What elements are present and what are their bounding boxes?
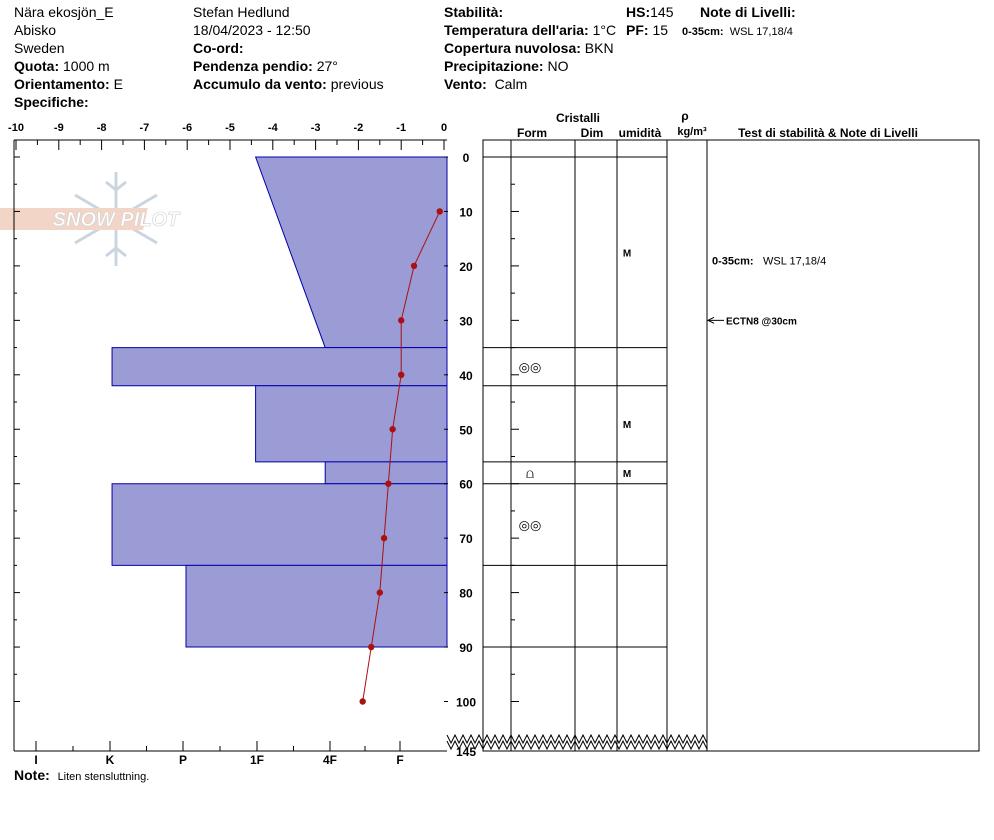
- hardness-layer-3: [325, 462, 447, 484]
- temp-tick-label: -6: [182, 122, 193, 134]
- hardness-tick-label: I: [34, 753, 38, 767]
- temp-tick-label: -2: [353, 122, 364, 134]
- depth-tick-label: 100: [455, 695, 477, 710]
- layer-note-text: WSL 17,18/4: [763, 255, 827, 268]
- temperature-point: [398, 372, 404, 378]
- layer-form-icon: ◎◎: [518, 517, 542, 533]
- accumulo-value: previous: [330, 76, 384, 92]
- density-unit-header: kg/m³: [677, 126, 707, 138]
- orientamento-label: Orientamento:: [14, 76, 110, 92]
- hardness-layer-0: [256, 157, 447, 348]
- accumulo-label: Accumulo da vento:: [193, 76, 327, 92]
- vento-value: Calm: [494, 76, 528, 92]
- umidita-header: umidità: [618, 126, 662, 140]
- hardness-tick-label: 1F: [249, 753, 265, 767]
- country: Sweden: [14, 40, 65, 56]
- layer-form-icon: ◎◎: [518, 359, 542, 375]
- depth-tick-label: 20: [459, 259, 473, 274]
- depth-bottom-label: 145: [455, 745, 477, 759]
- temp-tick-label: -4: [267, 122, 278, 134]
- copertura-label: Copertura nuvolosa:: [444, 40, 581, 56]
- hardness-tick-label: K: [105, 753, 115, 767]
- stabilita-label: Stabilità:: [444, 4, 504, 20]
- temp-tick-label: -10: [8, 122, 24, 134]
- temperature-point: [368, 644, 374, 650]
- orientamento-value: E: [113, 76, 123, 92]
- layer-moisture: M: [622, 248, 632, 260]
- pendenza-value: 27°: [316, 58, 338, 74]
- site-name: Nära ekosjön_E: [14, 4, 114, 20]
- footer-note-text: Liten stensluttning.: [57, 771, 150, 783]
- layer-table: [447, 140, 979, 751]
- depth-tick-label: 40: [459, 368, 473, 383]
- dim-header: Dim: [580, 126, 604, 140]
- note-livelli-entry-label: 0-35cm:: [682, 26, 724, 38]
- cristalli-header: Cristalli: [555, 111, 601, 125]
- layer-moisture: M: [622, 468, 632, 480]
- pendenza-label: Pendenza pendio:: [193, 58, 313, 74]
- region: Abisko: [14, 22, 57, 38]
- datetime: 18/04/2023 - 12:50: [193, 22, 311, 38]
- pf-value: 15: [652, 22, 669, 38]
- quota-label: Quota:: [14, 58, 60, 74]
- hardness-tick-label: 4F: [322, 753, 338, 767]
- temperature-point: [377, 589, 383, 595]
- hs-label: HS:: [626, 4, 651, 20]
- footer-note-label: Note:: [14, 767, 50, 783]
- temp-tick-label: -9: [53, 122, 64, 134]
- table-frame: [483, 140, 979, 751]
- depth-tick-label: 0: [462, 151, 470, 165]
- hardness-layer-4: [112, 484, 447, 566]
- snowpilot-logo: [0, 172, 181, 266]
- note-livelli-entry-text: WSL 17,18/4: [729, 26, 793, 38]
- copertura-value: BKN: [584, 40, 614, 56]
- specifiche-label: Specifiche:: [14, 94, 89, 110]
- hardness-tick-label: P: [178, 753, 188, 767]
- temp-tick-label: -3: [310, 122, 321, 134]
- temp-tick-label: -7: [139, 122, 150, 134]
- tests-header: Test di stabilità & Note di Livelli: [738, 126, 918, 140]
- footer-note: [14, 766, 149, 786]
- temp-tick-label: -8: [96, 122, 107, 134]
- temperature-point: [389, 426, 395, 432]
- layer-form-icon: ⩍: [525, 465, 535, 481]
- hardness-layer-2: [256, 386, 447, 462]
- precipitazione-label: Precipitazione:: [444, 58, 544, 74]
- temperature-point: [398, 317, 404, 323]
- depth-tick-label: 50: [459, 423, 473, 438]
- test-label: ECTN8 @30cm: [726, 316, 797, 328]
- note-livelli-label: Note di Livelli:: [700, 4, 796, 20]
- form-header: Form: [517, 126, 547, 140]
- layer-moisture: M: [622, 419, 632, 431]
- vento-label: Vento:: [444, 76, 487, 92]
- depth-break-zigzag-top: [447, 735, 707, 743]
- pf-label: PF:: [626, 22, 649, 38]
- quota-value: 1000 m: [63, 58, 110, 74]
- hardness-layer-5: [186, 565, 447, 647]
- temperatura-label: Temperatura dell'aria:: [444, 22, 589, 38]
- observer: Stefan Hedlund: [193, 4, 290, 20]
- temperatura-value: 1°C: [592, 22, 617, 38]
- hardness-layer-1: [112, 348, 447, 386]
- hardness-tick-label: F: [396, 753, 404, 767]
- temperature-point: [381, 535, 387, 541]
- hs-value: 145: [650, 4, 674, 20]
- temperature-point: [437, 208, 443, 214]
- depth-tick-label: 60: [459, 477, 473, 492]
- temp-tick-label: -1: [396, 122, 407, 134]
- depth-tick-label: 10: [459, 205, 473, 220]
- temperature-point: [411, 263, 417, 269]
- depth-break-zigzag-bottom: [447, 741, 707, 749]
- layer-note-label: 0-35cm:: [712, 255, 754, 268]
- depth-tick-label: 90: [459, 641, 473, 656]
- temp-tick-label: -5: [225, 122, 235, 134]
- rho-header: ρ: [681, 109, 689, 123]
- temperature-point: [359, 698, 365, 704]
- logo-text: SNOW PILOT: [52, 209, 180, 231]
- depth-tick-label: 30: [459, 314, 473, 329]
- depth-tick-label: 80: [459, 586, 473, 601]
- temperature-point: [385, 481, 391, 487]
- temp-tick-label: 0: [440, 122, 448, 134]
- coord-label: Co-ord:: [193, 40, 244, 56]
- depth-tick-label: 70: [459, 532, 473, 547]
- precipitazione-value: NO: [547, 58, 569, 74]
